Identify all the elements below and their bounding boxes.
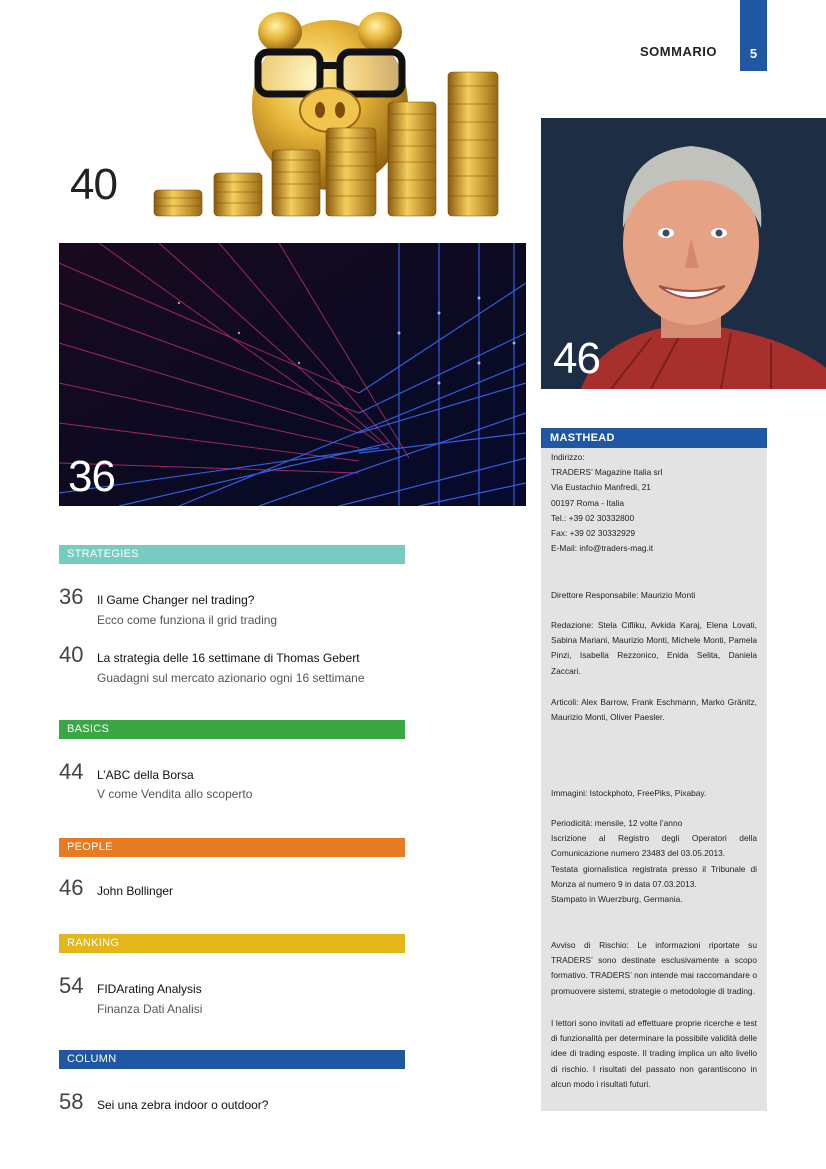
address-line: TRADERS’ Magazine Italia srl	[551, 467, 663, 478]
registry-info: Iscrizione al Registro degli Operatori della Comunicazione numero 23483 del 03.05.2013.	[551, 833, 757, 859]
email-line[interactable]: E-Mail: info@traders-mag.it	[551, 543, 654, 554]
address-line: 00197 Roma - Italia	[551, 497, 625, 508]
article-subtitle: V come Vendita allo scoperto	[97, 787, 253, 801]
article-number: 54	[59, 973, 84, 998]
article-subtitle: Guadagni sul mercato azionario ogni 16 settimane	[97, 671, 365, 685]
article-title-link[interactable]: Il Game Changer nel trading?	[97, 593, 255, 607]
masthead-articles: Articoli: Alex Barrow, Frank Eschmann, Marko Gränitz, Maurizio Monti, Oliver Paesler.	[551, 697, 757, 723]
article-number: 44	[59, 759, 84, 784]
article-subtitle: Finanza Dati Analisi	[97, 1002, 203, 1016]
section-bar-column: COLUMN	[59, 1050, 405, 1069]
fax-line: Fax: +39 02 30332929	[551, 528, 636, 539]
phone-line: Tel.: +39 02 30332800	[551, 512, 635, 523]
masthead-address-block	[551, 450, 757, 556]
grid-trading-image	[59, 243, 526, 506]
address-line: Via Eustachio Manfredi, 21	[551, 482, 651, 493]
court-registration: Testata giornalistica registrata presso il Tribunale di Monza al numero 9 in data 07.03.2013.	[551, 863, 757, 889]
masthead-title: MASTHEAD	[541, 428, 767, 448]
article-title-link[interactable]: FIDArating Analysis	[97, 982, 202, 996]
printed-location: Stampato in Wuerzburg, Germania.	[551, 894, 683, 905]
feature-number-36: 36	[68, 452, 115, 501]
masthead-images: Immagini: Istockphoto, FreePiks, Pixabay.	[551, 788, 707, 798]
masthead-director: Direttore Responsabile: Maurizio Monti	[551, 590, 696, 600]
masthead-legal-block	[551, 816, 757, 907]
article-title-link[interactable]: L’ABC della Borsa	[97, 768, 194, 782]
article-number: 46	[59, 875, 84, 900]
section-bar-ranking: RANKING	[59, 934, 405, 953]
neon-grid-graphic	[59, 243, 526, 506]
article-number: 36	[59, 584, 84, 609]
piggy-bank-coins-image	[150, 10, 510, 220]
article-title-link[interactable]: Sei una zebra indoor o outdoor?	[97, 1098, 269, 1112]
article-subtitle: Ecco come funziona il grid trading	[97, 613, 278, 627]
feature-number-46: 46	[553, 334, 600, 383]
section-header: SOMMARIO	[640, 44, 717, 59]
address-line: Indirizzo:	[551, 452, 585, 462]
feature-number-40: 40	[70, 160, 117, 209]
risk-disclaimer: Avviso di Rischio: Le informazioni riportate su TRADERS’ sono destinate esclusivamente a scopo formativo. TRADERS’ non intende mai raccomandare o promuovere sistemi, strategie o metodologie di trading.	[551, 940, 757, 996]
periodicity: Periodicità: mensile, 12 volte l’anno	[551, 818, 683, 828]
article-title-link[interactable]: La strategia delle 16 settimane di Thomas Gebert	[97, 651, 360, 665]
article-title-link[interactable]: John Bollinger	[97, 884, 174, 898]
article-number: 58	[59, 1089, 84, 1114]
section-bar-basics: BASICS	[59, 720, 405, 739]
readers-disclaimer: I lettori sono invitati ad effettuare proprie ricerche e test di funzionalità per determinare la possibile validità delle idee di trading esposte. Il trading implica un alto livello di rischio. I risultati del passato non garantiscono in alcun modo i risultati futuri.	[551, 1018, 757, 1089]
section-bar-strategies: STRATEGIES	[59, 545, 405, 564]
section-bar-people: PEOPLE	[59, 838, 405, 857]
masthead-editors: Redazione: Stela Cifliku, Avkida Karaj, Elena Lovati, Sabina Mariani, Maurizio Monti, Michele Monti, Pamela Pinzi, Isabella Rezzonico, Enida Selita, Daniela Zaccari.	[551, 620, 757, 676]
article-number: 40	[59, 642, 84, 667]
page-number: 5	[749, 46, 758, 61]
